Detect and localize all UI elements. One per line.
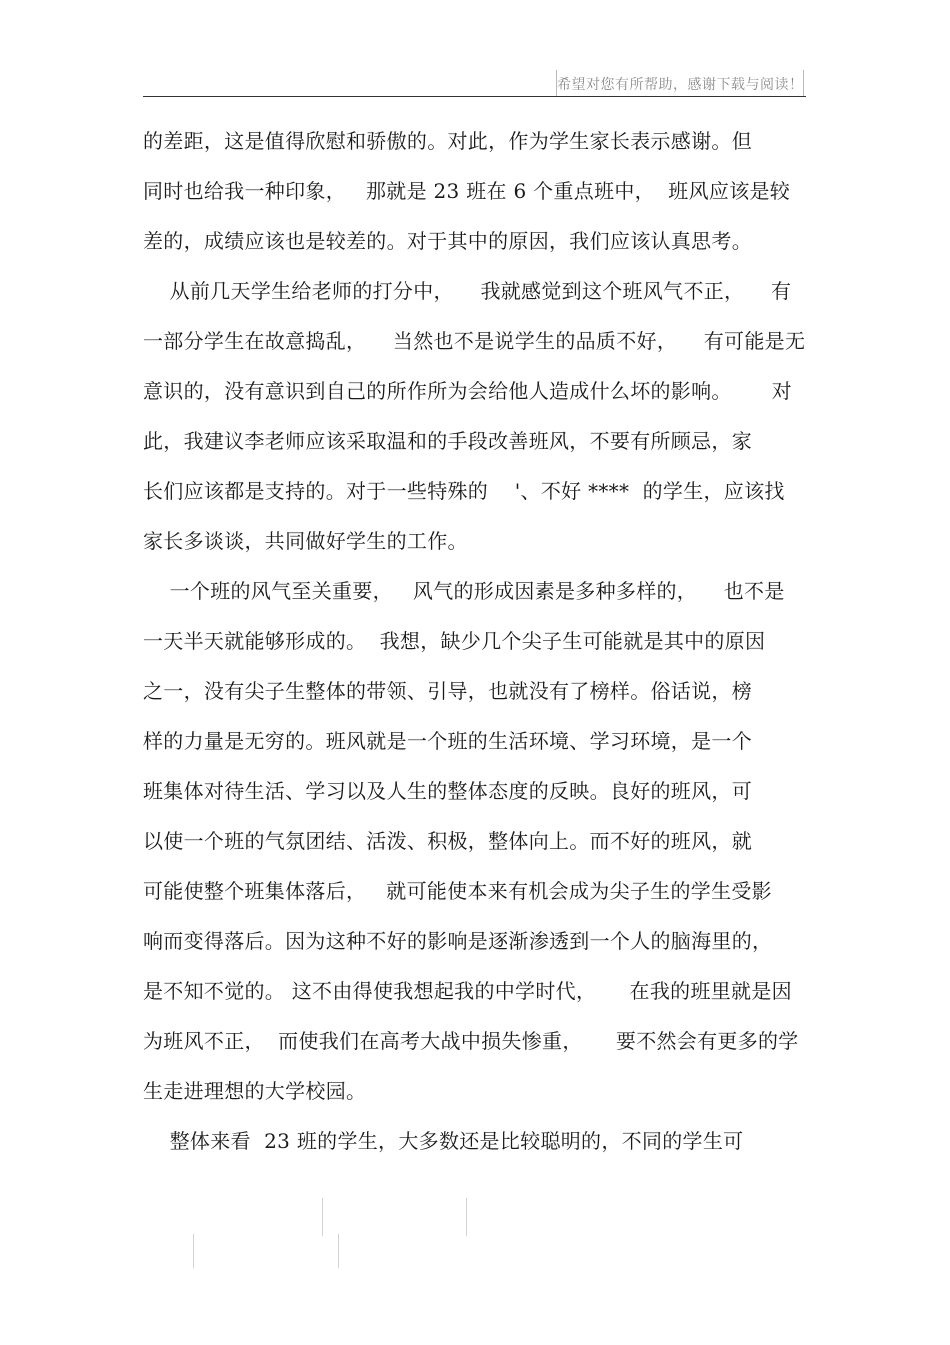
text-line: 此，我建议李老师应该采取温和的手段改善班风，不要有所顾忌，家	[143, 429, 752, 453]
text-line: 差的，成绩应该也是较差的。对于其中的原因，我们应该认真思考。	[143, 229, 752, 253]
text-line: 班集体对待生活、学习以及人生的整体态度的反映。良好的班风，可	[143, 779, 752, 803]
text-line: 整体来看 23 班的学生，大多数还是比较聪明的，不同的学生可	[143, 1129, 744, 1153]
header-rule	[143, 96, 806, 97]
text-line: 生走进理想的大学校园。	[143, 1079, 367, 1103]
text-line: 一部分学生在故意捣乱， 当然也不是说学生的品质不好， 有可能是无	[143, 329, 806, 353]
text-line: 一天半天就能够形成的。 我想，缺少几个尖子生可能就是其中的原因	[143, 629, 766, 653]
header-note-text: 希望对您有所帮助，感谢下载与阅读！	[557, 77, 804, 93]
text-line: 同时也给我一种印象， 那就是 23 班在 6 个重点班中， 班风应该是较	[143, 179, 791, 203]
text-line: 是不知不觉的。 这不由得使我想起我的中学时代， 在我的班里就是因	[143, 979, 792, 1003]
text-line: 之一，没有尖子生整体的带领、引导，也就没有了榜样。俗话说，榜	[143, 679, 752, 703]
document-body	[143, 116, 808, 1166]
text-line: 以使一个班的气氛团结、活泼、积极，整体向上。而不好的班风，就	[143, 829, 752, 853]
scan-artifact-line	[466, 1198, 467, 1236]
text-line: 意识的，没有意识到自己的所作所为会给他人造成什么坏的影响。 对	[143, 379, 792, 403]
text-line: 样的力量是无穷的。班风就是一个班的生活环境、学习环境，是一个	[143, 729, 752, 753]
text-line: 从前几天学生给老师的打分中， 我就感觉到这个班风气不正， 有	[143, 279, 792, 303]
text-line: 长们应该都是支持的。对于一些特殊的 '、不好 **** 的学生，应该找	[143, 479, 785, 503]
page-header-note	[556, 70, 804, 97]
scan-artifact-line	[193, 1234, 194, 1268]
text-line: 响而变得落后。因为这种不好的影响是逐渐渗透到一个人的脑海里的，	[143, 929, 773, 953]
text-line: 一个班的风气至关重要， 风气的形成因素是多种多样的， 也不是	[143, 579, 785, 603]
text-line: 家长多谈谈，共同做好学生的工作。	[143, 529, 468, 553]
scan-artifact-line	[338, 1234, 339, 1268]
text-line: 为班风不正， 而使我们在高考大战中损失惨重， 要不然会有更多的学	[143, 1029, 799, 1053]
text-line: 的差距，这是值得欣慰和骄傲的。对此，作为学生家长表示感谢。但	[143, 129, 752, 153]
scan-artifact-line	[322, 1198, 323, 1236]
text-line: 可能使整个班集体落后， 就可能使本来有机会成为尖子生的学生受影	[143, 879, 772, 903]
